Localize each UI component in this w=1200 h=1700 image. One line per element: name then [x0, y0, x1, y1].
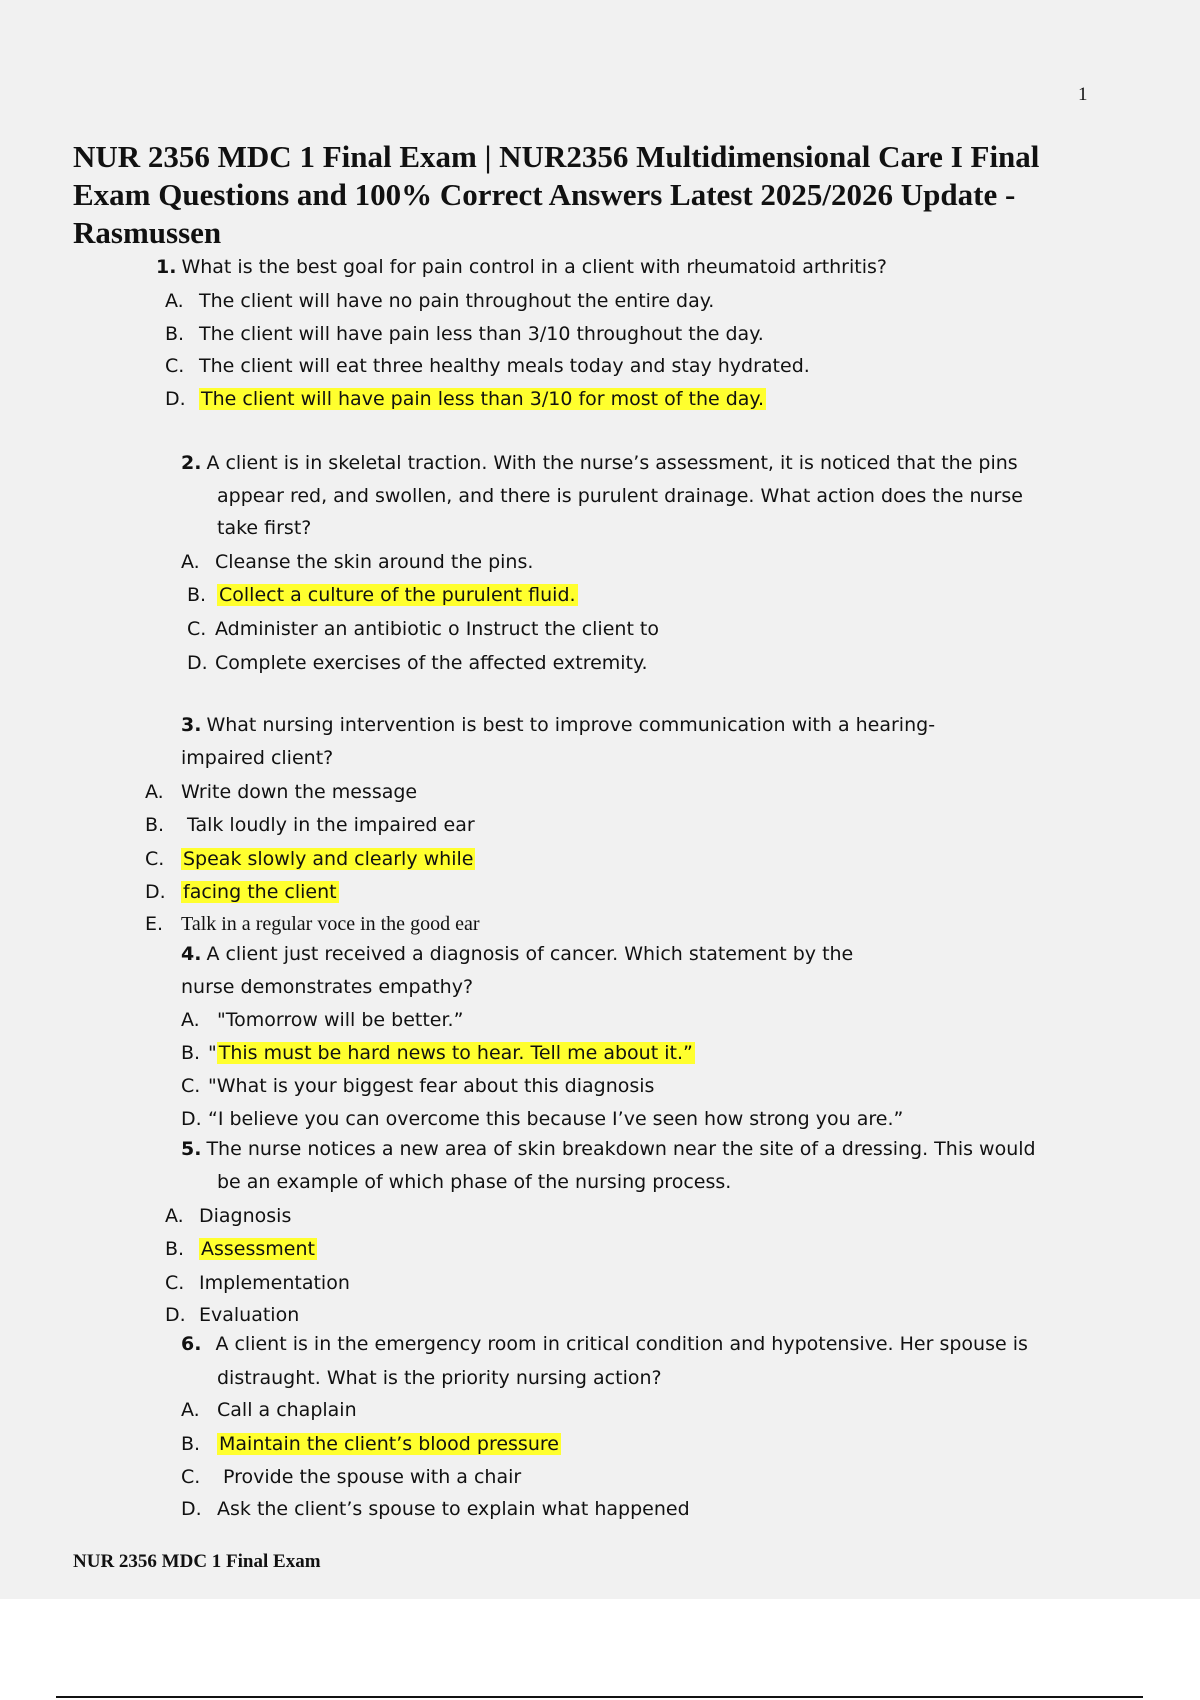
option-text: Ask the client’s spouse to explain what happened	[217, 1498, 690, 1520]
page-footer: NUR 2356 MDC 1 Final Exam	[73, 1551, 321, 1572]
question-number: 3.	[181, 714, 202, 736]
option-letter: C.	[187, 618, 207, 640]
question-2-line-2: appear red, and swollen, and there is purulent drainage. What action does the nurse	[217, 485, 1023, 507]
option-text: Call a chaplain	[217, 1399, 357, 1421]
option-2a	[181, 550, 533, 574]
answer-highlight: Assessment	[201, 1238, 315, 1260]
option-1c	[165, 354, 810, 378]
option-letter: B.	[181, 1042, 201, 1064]
option-letter: B.	[145, 814, 165, 836]
option-4c	[181, 1074, 654, 1098]
option-3d	[145, 880, 339, 904]
question-6	[181, 1332, 1028, 1356]
option-quote: "	[208, 1042, 217, 1064]
option-letter: D.	[145, 881, 166, 903]
option-text: Diagnosis	[199, 1205, 292, 1227]
option-letter: C.	[165, 1272, 185, 1294]
option-letter: E.	[145, 913, 164, 935]
option-5b	[165, 1237, 317, 1261]
option-letter: A.	[181, 551, 200, 573]
option-4b	[181, 1041, 695, 1065]
option-text: Administer an antibiotic o Instruct the client to	[215, 618, 660, 640]
option-letter: A.	[165, 1205, 184, 1227]
option-letter: D.	[181, 1108, 202, 1130]
question-2	[181, 451, 1018, 475]
option-letter: C.	[181, 1466, 201, 1488]
option-text: The client will have no pain throughout the entire day.	[199, 290, 715, 312]
option-letter: B.	[165, 1238, 185, 1260]
option-letter: B.	[181, 1433, 201, 1455]
option-6a	[181, 1398, 357, 1422]
question-text: What is the best goal for pain control in a client with rheumatoid arthritis?	[181, 256, 887, 278]
question-number: 1.	[156, 256, 177, 278]
answer-highlight: The client will have pain less than 3/10 for most of the day.	[201, 388, 765, 410]
page-separator-line	[56, 1696, 1143, 1698]
option-text: “I believe you can overcome this because I’ve seen how strong you are.”	[208, 1108, 904, 1130]
option-letter: D.	[165, 388, 186, 410]
answer-highlight: Maintain the client’s blood pressure	[219, 1433, 559, 1455]
option-text: Implementation	[199, 1272, 350, 1294]
question-6-line-2: distraught. What is the priority nursing action?	[217, 1367, 662, 1389]
question-1	[156, 255, 887, 279]
answer-highlight: Speak slowly and clearly while	[183, 848, 474, 870]
option-text: Talk in a regular voce in the good ear	[181, 913, 480, 935]
question-number: 4.	[181, 943, 202, 965]
option-letter: C.	[165, 355, 185, 377]
question-text: What nursing intervention is best to improve communication with a hearing-	[206, 714, 936, 736]
option-text: Complete exercises of the affected extremity.	[215, 652, 648, 674]
question-2-line-3: take first?	[217, 517, 312, 539]
option-6b	[181, 1432, 561, 1456]
option-3e	[145, 912, 479, 936]
option-3a	[145, 780, 417, 804]
option-letter: D.	[181, 1498, 202, 1520]
option-1a	[165, 289, 714, 313]
question-3	[181, 713, 935, 737]
option-letter: D.	[165, 1304, 186, 1326]
page-number: 1	[1078, 84, 1088, 105]
question-text: The nurse notices a new area of skin breakdown near the site of a dressing. This would	[206, 1138, 1036, 1160]
question-number: 2.	[181, 452, 202, 474]
question-text: A client just received a diagnosis of cancer. Which statement by the	[206, 943, 854, 965]
option-1b	[165, 322, 764, 346]
question-5	[181, 1137, 1036, 1161]
option-letter: D.	[187, 652, 208, 674]
option-6c	[181, 1465, 521, 1489]
option-5a	[165, 1204, 291, 1228]
option-1d	[165, 387, 766, 411]
question-4-line-2: nurse demonstrates empathy?	[181, 976, 474, 998]
option-text: Cleanse the skin around the pins.	[215, 551, 534, 573]
option-letter: C.	[181, 1075, 201, 1097]
option-letter: A.	[181, 1009, 200, 1031]
question-5-line-2: be an example of which phase of the nursing process.	[217, 1171, 732, 1193]
option-letter: B.	[165, 323, 185, 345]
option-2c	[187, 617, 659, 641]
question-text: A client is in skeletal traction. With the nurse’s assessment, it is noticed that the pins	[206, 452, 1018, 474]
document-title: NUR 2356 MDC 1 Final Exam | NUR2356 Multidimensional Care I Final Exam Questions and 100% Correct Answers Latest 2025/2026 Update - Rasmussen	[73, 139, 1040, 250]
option-5d	[165, 1303, 299, 1327]
question-number: 6.	[181, 1333, 202, 1355]
option-letter: A.	[145, 781, 164, 803]
option-text: Talk loudly in the impaired ear	[187, 814, 475, 836]
option-text: The client will have pain less than 3/10 throughout the day.	[199, 323, 764, 345]
option-3c	[145, 847, 475, 871]
option-4d	[181, 1107, 903, 1131]
question-text: A client is in the emergency room in critical condition and hypotensive. Her spouse is	[215, 1333, 1028, 1355]
option-letter: A.	[181, 1399, 200, 1421]
option-text: The client will eat three healthy meals today and stay hydrated.	[199, 355, 810, 377]
option-4a	[181, 1008, 463, 1032]
option-letter: C.	[145, 848, 165, 870]
option-3b	[145, 813, 475, 837]
answer-highlight: facing the client	[183, 881, 337, 903]
answer-highlight: This must be hard news to hear. Tell me about it.”	[218, 1042, 693, 1064]
option-5c	[165, 1271, 350, 1295]
answer-highlight: Collect a culture of the purulent fluid.	[219, 584, 576, 606]
option-text: Evaluation	[199, 1304, 300, 1326]
option-text: Write down the message	[181, 781, 418, 803]
option-text: Provide the spouse with a chair	[223, 1466, 522, 1488]
option-letter: B.	[187, 584, 207, 606]
option-6d	[181, 1497, 690, 1521]
option-text: "What is your biggest fear about this diagnosis	[208, 1075, 655, 1097]
option-2b	[187, 583, 578, 607]
option-2d	[187, 651, 648, 675]
option-text: "Tomorrow will be better.”	[217, 1009, 464, 1031]
option-letter: A.	[165, 290, 184, 312]
question-3-line-2: impaired client?	[181, 747, 334, 769]
question-number: 5.	[181, 1138, 202, 1160]
question-4	[181, 942, 853, 966]
